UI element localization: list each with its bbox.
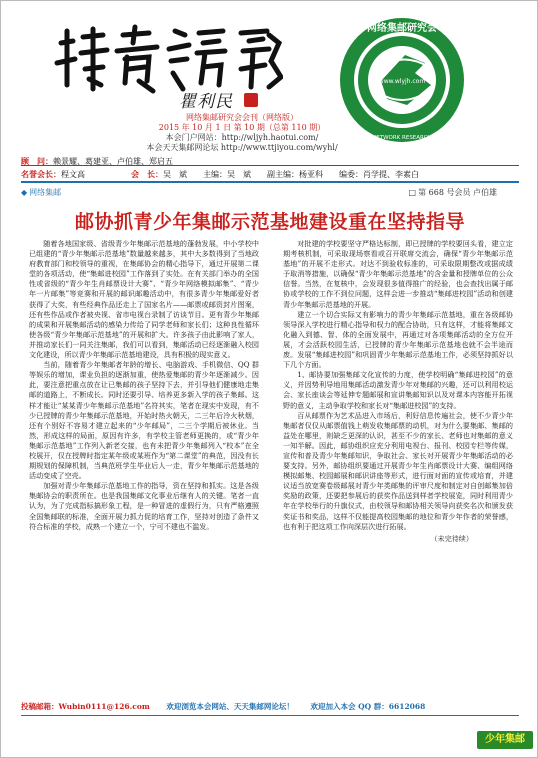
editors-line: 主编：吴 斌 副主编：杨亚科 编委：肖学提、李素白 [203, 170, 419, 179]
article-column-right [283, 239, 513, 695]
column-name: ◆ 网络集邮 [21, 187, 61, 198]
advisors-label: 顾 问： [21, 156, 53, 166]
section-bar [21, 187, 519, 199]
masthead-info [137, 113, 347, 153]
president-label: 会 长： [131, 169, 163, 179]
issue-name: 网络集邮研究会会刊（网络版） [186, 113, 298, 122]
president-name: 吴 斌 [163, 170, 187, 179]
seal-stamp-icon [244, 93, 258, 107]
paragraph: 随着各地国家级、省级青少年集邮示范基地的蓬勃发展，中小学校中已组建的“青少年集邮示范基地”数量越来越多，其中大多数得到了当地政府教育部门和校领导的重视，在集邮协会的精心指导下，通过开展第二课堂的各项活动，使“集邮进校园”工作落到了实处。在有关部门举办的全国性或省级的“青少年生肖邮票设计大赛”、“青少年网络模拟邮集”、“青少年一片邮集”等竞赛和开展的邮识邮趣活动中，有很多青少年集邮爱好者获得了大奖，有些经典作品还走上了国家名片——邮票或邮资封片图案，还有些作品或作者被央视、省市电视台录制了访谈节目。更有青少年集邮的成果和开展集邮活动的感染力传给了同学老师和家长们；这种良性循环使各级“青少年集邮示范基地”的开展和扩大。许多孩子由此影响了家人，并推动家长们一同关注集邮，我们可以看到，集邮活动已经逐渐融入校园文化建设，所以青少年集邮示范基地建设，具有积极的现实意义。 [29, 239, 259, 360]
article-byline: □ 第 668 号会员 卢伯雄 [409, 187, 497, 198]
society-logo [337, 15, 467, 145]
footer-welcome-qq: 欢迎加入本会 QQ 群：6612068 [310, 702, 426, 711]
logo-top-text: 网络集邮研究会 [367, 23, 437, 34]
header-bottom-rule [21, 181, 519, 183]
footer-bar [21, 701, 519, 713]
article-headline: 邮协抓青少年集邮示范基地建设重在坚持指导 [74, 211, 465, 233]
footer-welcome-site: 欢迎浏览本会网站、天天集邮网论坛！ [166, 702, 294, 711]
advisors-names: 赖景耀、葛建亚、卢伯雄、郑启五 [53, 157, 173, 166]
masthead-signature: 瞿利民 [179, 92, 233, 112]
paragraph: 建立一个切合实际又有影响力的青少年集邮示范基地，重在各级邮协领导深入学校进行精心指导和权力的配合协助，只有这样，才能将集邮文化融入到德、智、体的全面发展中，再通过对各项集邮活动的全方位开展，才会活跃校园生活，已授牌的青少年集邮示范基地也就不会半途而废。发展“集邮进校园”和巩固青少年集邮示范基地工作，必须坚持抓好以下几个方面。 [283, 309, 513, 370]
issue-date: 2015 年 10 月 1 日 第 10 期（总第 110 期） [158, 123, 326, 132]
staff-row [21, 169, 419, 180]
forum-url[interactable]: 本会天天集邮网论坛 http://www.ttjiyou.com/wyhl/ [146, 143, 338, 152]
logo-url-text: www.wlyjh.com [378, 78, 426, 85]
paragraph: 加强对青少年集邮示范基地工作的指导，资在坚持和抓实。这是各级集邮协会的职责所在。也是我国集邮文化事业后继有人的关键。笔者一直认为，为了完成指标搞形象工程，是一种冒进的虚假行为，只有严格遵照全国集邮联的标准，全面开展力抓力促的培育工作，坚持对创造了条件又符合标准的学校，成熟一个建立一个，宁可不建也不滥发。 [29, 481, 259, 531]
honor-label: 名誉会长： [21, 169, 61, 179]
philately-logo-icon [337, 15, 467, 145]
logo-ring-text: PHILATELY NETWORK RESEARCH INSTITUTE [342, 135, 462, 141]
portal-url[interactable]: 本会门户网站：http://wljyh.haotui.com/ [165, 133, 319, 142]
paragraph: 当前，随着青少年集邮者年龄的增长、电脑游戏、手机微信、QQ 群等娱乐的增加，课业负担的逐渐加重，使热爱集邮的青少年逐渐减少。因此，要注意把重点放在让已集邮的孩子坚持下去，并引导他们健康地走集邮的道路上，不断成长。同时还要引导、培养更多新入学的孩子集邮。这样才能让“某某青少年集邮示范基地”名符其实，笔者在现实中发现，有不少已授牌的青少年集邮示范基地，开始时热火朝天，二三年后冷火秋烟，还有个别好不容易才建立起来的“少年邮局”，二三个学期后被休业。当然，形成这样的局面，原因有许多，有学校主管老师更换的，或“青少年集邮示范基地”工作列入新老交接，也有未把青少年集邮列入“校本”在全校展开，仅在授牌时指定某年级或某班作为“第二课堂”的典范，因没有长期规划的保障机制，当典范班学生毕业后人一走，青少年集邮示范基地的活动变成了空壳。 [29, 360, 259, 481]
paragraph: 1、邮协要加强集邮文化宣传的力度，使学校明确“集邮进校园”的意义，并因势利导地用集邮活动激发青少年对集邮的兴趣，还可以利用校运会、家长座谈会等延伸专题邮展和宣讲集邮知识以及对课本内容能开拓视野的意义，主动争取学校和家长对“集邮进校园”的支持。 [283, 370, 513, 410]
paragraph: 对批建的学校要坚守严格达标制，即已授牌的学校要回头看，建立定期考核机制，可采取现场察看或召开联席交流会，确保“青少年集邮示范基地”的开展不走形式。对达不到验收标准的，可采取限期整改或据成绩予取消等措施，以确保“青少年集邮示范基地”的含金量和授牌单位的公众信誉。当然，在复核中，会发现很多值得推广的经验，也会查找出属于邮协或学校的工作不到位问题，这样会进一步推动“集邮进校园”活动和创建青少年集邮示范基地的开展。 [283, 239, 513, 309]
header-divider [21, 165, 519, 166]
to-be-continued: （未完待续） [430, 533, 473, 543]
honor-name: 程文高 [61, 170, 85, 179]
article-column-left [29, 239, 259, 695]
masthead-calligraphy-title [53, 23, 283, 98]
submission-email[interactable]: 投稿邮箱：Wubin0111@126.com [21, 702, 150, 711]
calligraphy-strokes-icon [53, 23, 283, 98]
footer-rule [21, 715, 519, 716]
youth-philately-badge: 少年集邮 [477, 731, 533, 749]
article-body [29, 239, 513, 695]
paragraph: 百从邮票作为艺术品进入市场后，利好信息传遍社会，使不少青少年集邮者仅仅从邮票值钱上萌发收集邮票的动机，对为什么要集邮、集邮的益处在哪里，则缺乏更深的认识，甚至不少的家长、老师也对集邮的意义一知半解。因此，邮协组织应充分利用电视台、报刊、校园专栏等传媒，宣传和普及青少年集邮知识，争取社会、家长对开展青少年集邮活动的必要支持。另外，邮协组织要通过开展青少年生肖邮票设计大赛、编组网络模拟邮集、校园邮展和邮识讲座等形式，进行面对面的宣传或培育，并建议适当放宽赛卷级邮展对青少年类邮集的评审尺度和制定对自创邮集加倍奖励的政策，还要把参展后的获奖作品送到样者学校展览，同时利用青少年在学校举行的升旗仪式，由校领导和邮协相关领导向获奖名次和颁发获奖证书和奖品，这样不仅能提高校园集邮的地位和青少年作者的荣誉感，也有利于把这项工作向深层次进行拓展。 [283, 410, 513, 531]
